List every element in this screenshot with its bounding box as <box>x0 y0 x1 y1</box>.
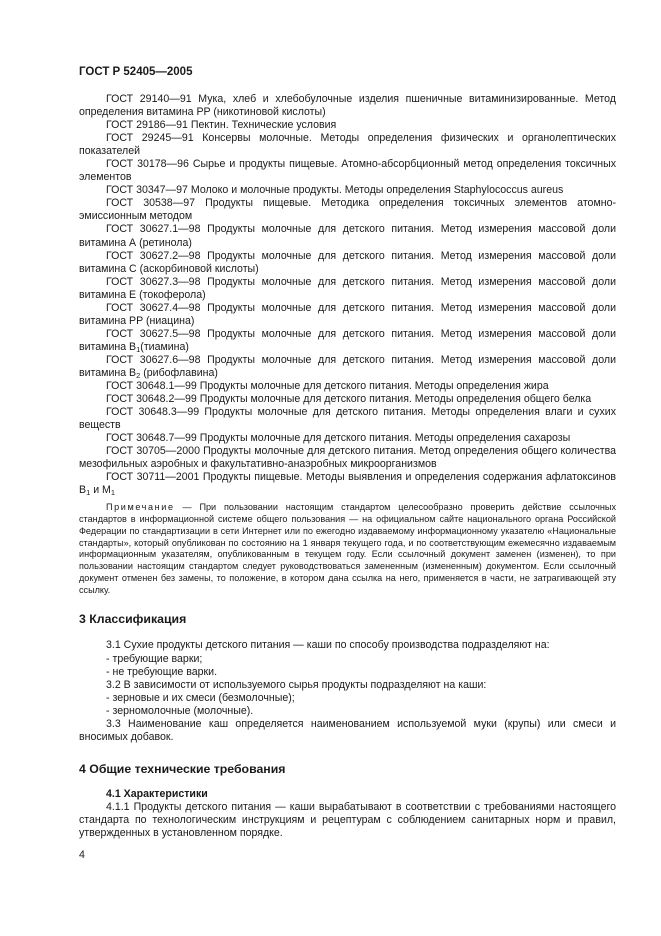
section-3-paragraph: 3.2 В зависимости от используемого сырья продукты подразделяют на каши: <box>106 678 487 691</box>
reference-item: ГОСТ 29186—91 Пектин. Технические условия <box>106 119 337 132</box>
document-id-header: ГОСТ Р 52405—2005 <box>79 66 193 78</box>
note-paragraph <box>79 502 616 596</box>
reference-item: ГОСТ 30178—96 Сырье и продукты пищевые. Атомно-абсорбционный метод определения токсичных элементов <box>79 158 616 184</box>
subscript: 1 <box>86 488 91 498</box>
page-number: 4 <box>79 849 85 861</box>
section-4-heading: 4 Общие технические требования <box>79 761 286 776</box>
note-label: Примечание <box>106 502 175 513</box>
references-list <box>79 93 616 497</box>
section-4-paragraph: 4.1.1 Продукты детского питания — каши вырабатывают в соответствии с требованиями настоящего стандарта по технологическим инструкциям и рецептурам с соблюдением санитарных норм и правил, утвержденных в установленном порядке. <box>79 800 616 839</box>
reference-text: ГОСТ 30627.6—98 Продукты молочные для детского питания. Метод измерения массовой доли витамина B <box>79 353 616 379</box>
reference-item: ГОСТ 30627.1—98 Продукты молочные для детского питания. Метод измерения массовой доли витамина А (ретинола) <box>79 223 616 249</box>
reference-item: ГОСТ 30627.2—98 Продукты молочные для детского питания. Метод измерения массовой доли витамина С (аскорбиновой кислоты) <box>79 249 616 275</box>
reference-item-b2 <box>79 354 616 380</box>
reference-item: ГОСТ 30538—97 Продукты пищевые. Методика определения токсичных элементов атомно-эмиссионным методом <box>79 197 616 223</box>
subscript: 1 <box>110 488 116 498</box>
subscript: 2 <box>136 370 141 380</box>
reference-item: ГОСТ 30627.3—98 Продукты молочные для детского питания. Метод измерения массовой доли витамина Е (токоферола) <box>79 275 616 301</box>
subsection-4-1-heading: 4.1 Характеристики <box>106 787 208 800</box>
reference-item-b1 <box>79 328 616 354</box>
section-3-paragraph: 3.3 Наименование каш определяется наименованием используемой муки (крупы) или смеси и вносимых добавок. <box>79 717 616 743</box>
reference-text: ГОСТ 30711—2001 Продукты пищевые. Методы выявления и определения содержания афлатоксинов B <box>79 471 616 497</box>
reference-item: ГОСТ 29245—91 Консервы молочные. Методы определения физических и органолептических показателей <box>79 132 616 158</box>
section-3-paragraph: 3.1 Сухие продукты детского питания — каши по способу производства подразделяют на: <box>106 639 550 652</box>
reference-item: ГОСТ 30648.7—99 Продукты молочные для детского питания. Методы определения сахарозы <box>106 432 571 445</box>
reference-item: ГОСТ 30648.1—99 Продукты молочные для детского питания. Методы определения жира <box>106 380 549 393</box>
section-3-paragraph: - требующие варки; <box>106 652 203 665</box>
reference-item: ГОСТ 30648.2—99 Продукты молочные для детского питания. Методы определения общего белка <box>106 393 592 406</box>
reference-item-aflatoxin <box>79 471 616 497</box>
section-3-paragraph: - не требующие варки. <box>106 665 218 678</box>
reference-item: ГОСТ 30648.3—99 Продукты молочные для детского питания. Методы определения влаги и сухих веществ <box>79 406 616 432</box>
section-3-paragraph: - зерномолочные (молочные). <box>106 704 254 717</box>
reference-text: ГОСТ 30627.5—98 Продукты молочные для детского питания. Метод измерения массовой доли витамина B <box>79 327 616 353</box>
note-text: — При пользовании настоящим стандартом целесообразно проверить действие ссылочных стандартов в информационной системе общего пользования — на официальном сайте национального органа Российской Федерации по стандартизации в сети Интернет или по ежегодно издаваемому информационному указателю «Национальные стандарты», который опубликован по состоянию на 1 января текущего года, и по соответствующим ежемесячно издаваемым информационным указателям, опубликованным в текущем году. Если ссылочный документ заменен (изменен), то при пользовании настоящим стандартом следует руководствоваться замененным (измененным) документом. Если ссылочный документ отменен без замены, то положение, в котором дана ссылка на него, применяется в части, не затрагивающей эту ссылку. <box>79 502 616 595</box>
reference-tail: (тиамина) <box>140 340 189 353</box>
section-3-paragraph: - зерновые и их смеси (безмолочные); <box>106 691 295 704</box>
reference-mid: и M <box>90 484 111 497</box>
reference-tail: (рибофлавина) <box>140 366 218 379</box>
document-body <box>79 93 616 840</box>
reference-item: ГОСТ 29140—91 Мука, хлеб и хлебобулочные изделия пшеничные витаминизированные. Метод определения витамина PP (никотиновой кислоты) <box>79 93 616 119</box>
reference-item: ГОСТ 30705—2000 Продукты молочные для детского питания. Метод определения общего количества мезофильных аэробных и факультативно-анаэробных микроорганизмов <box>79 445 616 471</box>
reference-item: ГОСТ 30347—97 Молоко и молочные продукты. Методы определения Staphylococcus aureus <box>106 184 564 197</box>
reference-item: ГОСТ 30627.4—98 Продукты молочные для детского питания. Метод измерения массовой доли витамина PP (ниацина) <box>79 301 616 327</box>
subscript: 1 <box>136 344 141 354</box>
section-3-heading: 3 Классификация <box>79 612 187 627</box>
